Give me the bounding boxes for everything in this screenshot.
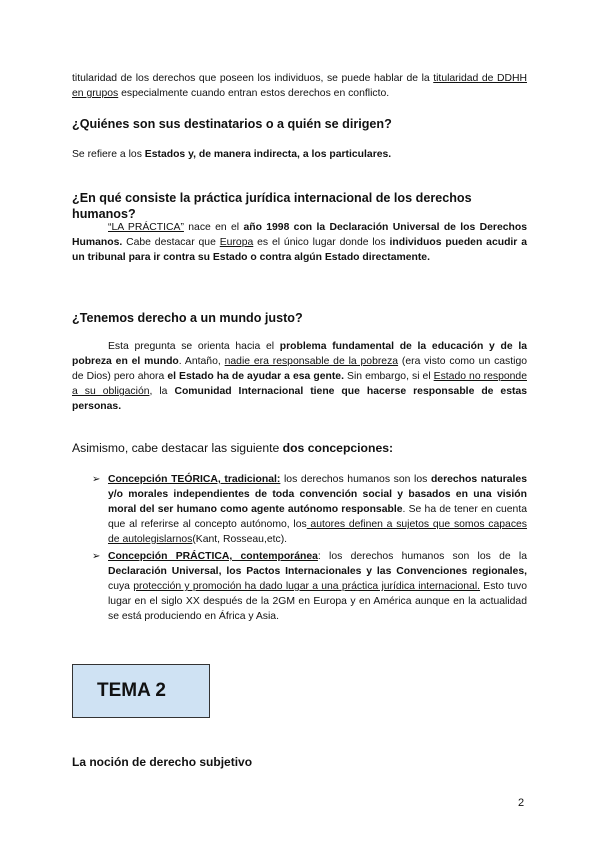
text-run: Se refiere a los <box>72 149 145 160</box>
arrow-bullet-icon: ➢ <box>92 551 101 562</box>
text-run: titularidad de los derechos que poseen los individuos, se puede hablar de la <box>72 73 434 84</box>
text-run: . Se ha de tener en cuenta que al referirse al concepto autónomo, los <box>108 504 527 530</box>
underlined-text: “LA PRÁCTICA” <box>108 222 184 233</box>
text-run: los derechos humanos son los <box>280 474 431 485</box>
mundo-justo-paragraph <box>72 339 527 414</box>
bold-text: Estados y, de manera indirecta, a los particulares. <box>144 149 392 160</box>
text-run: es el único lugar donde los <box>253 237 390 248</box>
concepcion-practica-title: Concepción PRÁCTICA, contemporánea <box>108 551 318 562</box>
underlined-text: Estado no responde a su obligación <box>72 371 527 397</box>
arrow-bullet-icon: ➢ <box>92 474 101 485</box>
destinatarios-paragraph <box>72 147 527 162</box>
text-run: Esto tuvo lugar en el siglo XX después de la 2GM en Europa y en América aunque en la actualidad se está produciendo en África y Asia. <box>108 581 527 622</box>
bold-text: Comunidad Internacional tiene que hacerse responsable de estas personas. <box>72 386 527 412</box>
text-run: (era visto como un castigo de Dios) pero ahora <box>72 356 527 382</box>
page-number: 2 <box>518 797 525 809</box>
bold-text: derechos naturales y/o morales independientes de toda convención social y basados en una visión moral del ser humano como agente autónomo responsable <box>108 474 527 515</box>
tema-label: TEMA 2 <box>97 680 166 701</box>
heading-derecho-subjetivo: La noción de derecho subjetivo <box>72 755 253 769</box>
text-run: nace en el <box>183 222 244 233</box>
bold-text: dos concepciones: <box>282 441 394 455</box>
list-item <box>92 549 527 624</box>
concepcion-teorica-title: Concepción TEÓRICA, tradicional: <box>108 474 281 485</box>
bold-text: el Estado ha de ayudar a esa gente. <box>167 371 344 382</box>
bold-text: individuos pueden acudir a un tribunal para ir contra su Estado o contra algún Estado directamente. <box>72 237 527 263</box>
heading-destinatarios: ¿Quiénes son sus destinatarios o a quién se dirigen? <box>72 117 392 131</box>
text-run: , la <box>149 386 175 397</box>
text-run: Sin embargo, si el <box>343 371 434 382</box>
heading-mundo-justo: ¿Tenemos derecho a un mundo justo? <box>72 311 303 325</box>
heading-practica-juridica: ¿En qué consiste la práctica jurídica internacional de los derechos humanos? <box>72 191 472 221</box>
text-run: Cabe destacar que <box>122 237 220 248</box>
bold-text: año 1998 con la Declaración Universal de los Derechos Humanos. <box>72 222 527 248</box>
text-run: Asimismo, cabe destacar las siguiente <box>72 441 283 455</box>
bold-text: Declaración Universal, los Pactos Internacionales y las Convenciones regionales, <box>108 566 527 577</box>
underlined-text: Europa <box>219 237 254 248</box>
text-run: especialmente cuando entran estos derechos en conflicto. <box>118 88 390 99</box>
practica-paragraph <box>72 220 527 265</box>
text-run: cuya <box>108 581 134 592</box>
tema-box <box>72 664 210 718</box>
bold-text: problema fundamental de la educación y de la pobreza en el mundo <box>72 341 528 367</box>
list-item <box>92 472 527 547</box>
text-run: : los derechos humanos son los de la <box>317 551 527 562</box>
underlined-text: nadie era responsable de la pobreza <box>224 356 399 367</box>
concepciones-list <box>92 472 527 626</box>
text-run: Esta pregunta se orienta hacia el <box>108 341 280 352</box>
text-run: . Antaño, <box>178 356 225 367</box>
underlined-text: autores definen a sujetos que somos capaces de autolegislarnos <box>108 519 528 545</box>
underlined-text: titularidad de DDHH en grupos <box>72 73 527 99</box>
underlined-text: protección y promoción ha dado lugar a una práctica jurídica internacional. <box>133 581 481 592</box>
intro-paragraph <box>72 71 527 101</box>
text-run: (Kant, Rosseau,etc). <box>192 534 288 545</box>
concepciones-intro <box>72 440 527 456</box>
